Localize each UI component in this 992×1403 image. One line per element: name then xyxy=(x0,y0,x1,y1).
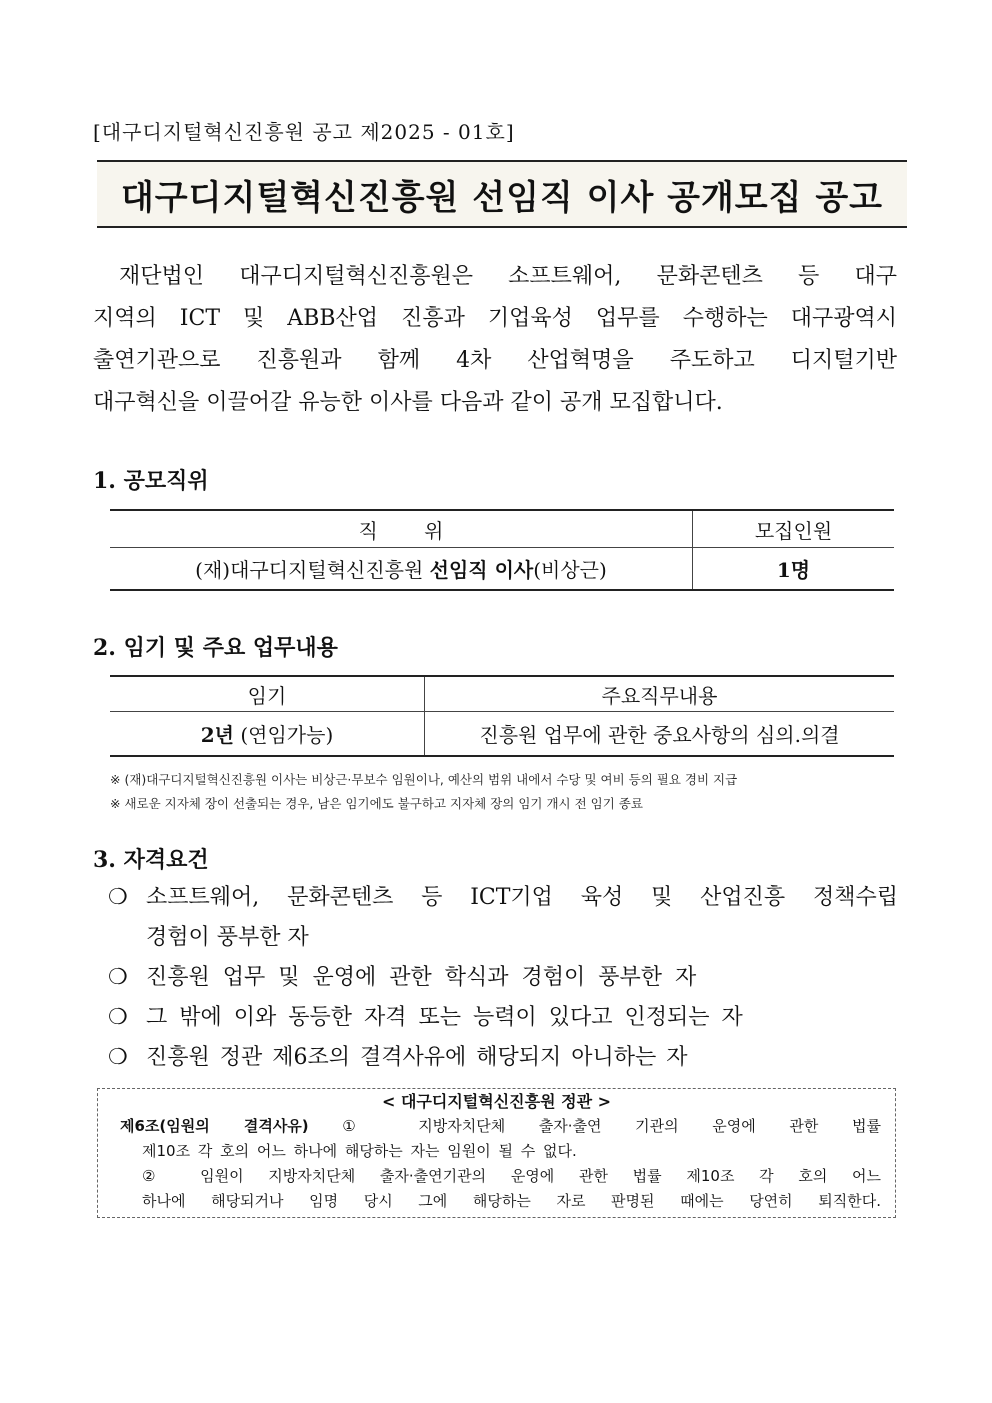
articles-box xyxy=(97,1088,896,1218)
table-header: 임기 xyxy=(110,676,425,712)
position-title: 선임직 이사 xyxy=(429,558,534,582)
note-line: ※ 새로운 지자체 장이 선출되는 경우, 남은 임기에도 불구하고 지자체 장의 임기 개시 전 임기 종료 xyxy=(110,796,643,811)
intro-line: 출연기관으로 진흥원과 함께 4차 산업혁명을 주도하고 디지털기반 xyxy=(93,348,897,373)
term-value: 2년 xyxy=(200,723,234,747)
article-line: 제10조 각 호의 어느 하나에 해당하는 자는 임원이 될 수 없다. xyxy=(142,1142,577,1160)
term-note: (연임가능) xyxy=(234,723,334,747)
circle-bullet-icon: ❍ xyxy=(108,1045,128,1070)
requirement-text: 소프트웨어, 문화콘텐츠 등 ICT기업 육성 및 산업진흥 정책수립 xyxy=(146,885,898,910)
list-item xyxy=(108,958,898,998)
table-header: 주요직무내용 xyxy=(425,676,895,712)
article-text: ① 지방자치단체 출자·출연 기관의 운영에 관한 법률 xyxy=(308,1117,881,1135)
note-line: ※ (재)대구디지털혁신진흥원 이사는 비상근·무보수 임원이나, 예산의 범위 내에서 수당 및 여비 등의 필요 경비 지급 xyxy=(110,772,738,787)
requirement-text: 진흥원 정관 제6조의 결격사유에 해당되지 아니하는 자 xyxy=(146,1045,688,1070)
position-suffix: (비상근) xyxy=(533,558,607,582)
count-cell xyxy=(693,548,895,591)
table-row xyxy=(110,712,894,757)
duties-cell: 진흥원 업무에 관한 중요사항의 심의.의결 xyxy=(479,723,840,747)
term-cell xyxy=(110,712,425,757)
circle-bullet-icon: ❍ xyxy=(108,965,128,990)
circle-bullet-icon: ❍ xyxy=(108,1005,128,1030)
section-heading-positions: 1. 공모직위 xyxy=(93,468,209,494)
table-header-row xyxy=(110,510,894,548)
intro-line: 대구혁신을 이끌어갈 유능한 이사를 다음과 같이 공개 모집합니다. xyxy=(93,390,723,415)
list-item-continuation xyxy=(108,918,898,958)
table-header-row xyxy=(110,676,894,712)
requirement-text: 그 밖에 이와 동등한 자격 또는 능력이 있다고 인정되는 자 xyxy=(146,1005,743,1030)
section-heading-term: 2. 임기 및 주요 업무내용 xyxy=(93,635,338,661)
list-item xyxy=(108,1038,898,1078)
article-line: ② 임원이 지방자치단체 출자·출연기관의 운영에 관한 법률 제10조 각 호의 어느 xyxy=(142,1167,881,1185)
article-line: 하나에 해당되거나 임명 당시 그에 해당하는 자로 판명된 때에는 당연히 퇴직한다. xyxy=(142,1192,881,1210)
article-label: 제6조(임원의 결격사유) xyxy=(120,1117,309,1135)
list-item xyxy=(108,998,898,1038)
title-bar xyxy=(97,160,907,228)
table-row xyxy=(110,548,894,591)
position-cell xyxy=(110,548,693,591)
intro-line: 재단법인 대구디지털혁신진흥원은 소프트웨어, 문화콘텐츠 등 대구 xyxy=(119,264,897,289)
table-header: 직 위 xyxy=(110,510,693,548)
page-title: 대구디지털혁신진흥원 선임직 이사 공개모집 공고 xyxy=(120,177,884,218)
list-item xyxy=(108,878,898,918)
section-heading-qualifications: 3. 자격요건 xyxy=(93,847,209,873)
requirement-text: 경험이 풍부한 자 xyxy=(146,925,309,950)
intro-paragraph xyxy=(93,256,897,424)
article-line xyxy=(98,1114,895,1139)
position-prefix: (재)대구디지털혁신진흥원 xyxy=(195,558,430,582)
recruit-count: 1명 xyxy=(776,558,811,582)
circle-bullet-icon: ❍ xyxy=(108,885,128,910)
requirements-list xyxy=(108,878,898,1078)
table-header: 모집인원 xyxy=(693,510,895,548)
term-table xyxy=(110,675,894,757)
notice-number: [대구디지털혁신진흥원 공고 제2025 - 01호] xyxy=(93,120,515,144)
intro-line: 지역의 ICT 및 ABB산업 진흥과 기업육성 업무를 수행하는 대구광역시 xyxy=(93,306,897,331)
positions-table xyxy=(110,509,894,591)
requirement-text: 진흥원 업무 및 운영에 관한 학식과 경험이 풍부한 자 xyxy=(146,965,697,990)
articles-box-title: < 대구디지털혁신진흥원 정관 > xyxy=(382,1092,611,1111)
notes xyxy=(110,768,737,816)
